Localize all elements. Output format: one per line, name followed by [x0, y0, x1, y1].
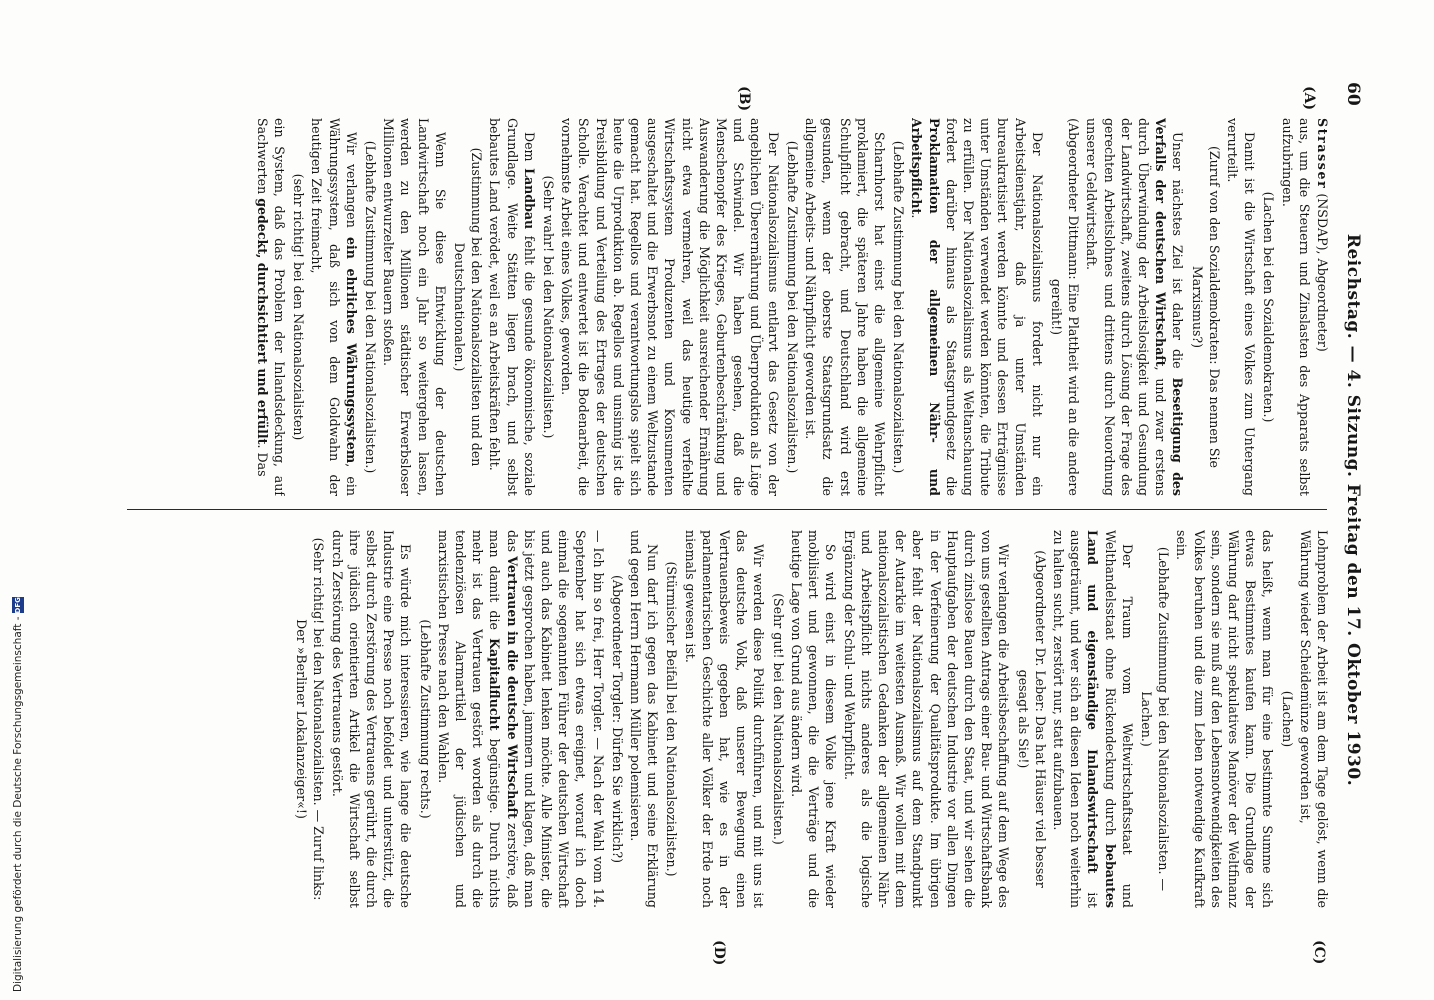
- text-run: — Ich bin so frei, Herr Torgler. — Nach der Wahl vom 14. September hat sich etwas ereignet, worauf ich doch einmal die sogenannten Führer der deutschen Wirtschaft und auch das Kabinett lenken möchte. Alle Minister, die bis jetzt gesprochen haben, jammern und klagen, daß man das: [504, 530, 606, 908]
- text-run: Dem: [521, 132, 537, 169]
- interjection: (Lebhafte Zustimmung rechts.): [417, 619, 433, 819]
- emphasis: Proklamation der allgemeinen Nähr- und Arbeitspflicht: [909, 118, 942, 496]
- paragraph: [486, 118, 538, 496]
- paragraph: Wir werden diese Politik durchführen, und mit uns ist das deutsche Volk, daß unserer Bewegung einen Vertrauensbeweis gegeben hat, wie es in der parlamentarischen Geschichte aller Völker der Erde noch niemals gewesen ist.: [682, 530, 767, 908]
- paragraph: aus, um die Steuern und Zinslasten des Apparats selbst aufzubringen.: [1279, 118, 1312, 496]
- digitization-credit: [10, 92, 26, 992]
- page-header: [1337, 60, 1367, 960]
- paragraph: [1083, 118, 1186, 496]
- paragraph: [254, 118, 288, 496]
- text-run: zerstöre, daß man damit die: [487, 530, 520, 908]
- text-run: Wir verlangen: [343, 132, 359, 237]
- interjection: (Abgeordneter Dr. Leber: Das hat Häuser viel besser gesagt als Sie!): [1015, 550, 1048, 888]
- speaker-party: (NSDAP), Abgeordneter): [1315, 189, 1330, 352]
- interjection: (Abgeordneter Torgler: Dürfen Sie wirklich?): [609, 574, 625, 864]
- paragraph: das heißt, wenn man für eine bestimmte Summe sich etwas Bestimmtes kaufen kann. Die Grundlage der Währung darf nicht spekulatives Manöver der Weltfinanz sein, sondern sie muß auf den Lebensnotwendigkeiten des Volkes beruhen und die zum Leben notwendige Kaufkraft sein.: [1174, 530, 1276, 908]
- dfg-logo-icon: DFG: [14, 597, 22, 614]
- interjection: (Lebhafte Zustimmung bei den Nationalsozialisten.): [784, 140, 800, 474]
- emphasis: gedeckt, durchsichtiert und erfüllt: [254, 198, 270, 445]
- interjection: (Lachen): [1279, 690, 1295, 748]
- paragraph: [1314, 118, 1331, 496]
- interjection: (Lachen bei den Sozialdemokraten.): [1261, 191, 1277, 423]
- paragraph: [308, 118, 360, 496]
- text-run: , und zwar erstens durch Überwindung der Arbeitslosigkeit und Gesundung der Landwirtschaft, zweitens durch Lösung der Frage des gerechten Arbeitslohnes und drittens durch Neuordnung unserer Geldwirtschaft.: [1084, 118, 1169, 496]
- text-run: fehlt die gesunde ökonomische, soziale Grundlage. Weite Stätten liegen brach, und selbst bebautes Land verödet, weil es an Arbeitskräften fehlt.: [487, 118, 537, 496]
- emphasis: Vertrauen in die deutsche Wirtschaft: [504, 556, 520, 819]
- interjection: (Stürmischer Beifall bei den Nationalsozialisten.): [664, 561, 680, 877]
- paragraph: [908, 118, 1046, 496]
- margin-mark-b: (B): [736, 86, 752, 112]
- text-run: , ein Währungssystem, daß sich von dem Goldwahn der heutigen Zeit freimacht,: [309, 118, 359, 496]
- emphasis: Kapitalflucht: [487, 638, 503, 731]
- emphasis: ein ehrliches Währungssystem: [343, 236, 359, 464]
- paragraph: Scharnhorst hat einst die allgemeine Wehrpflicht proklamiert, die späteren Jahre haben die allgemeine Schulpflicht gebracht, und Deutschland wird erst gesunden, wenn der oberste Staatsgrundsatz die allgemeine Arbeits- und Nährpflicht geworden ist.: [803, 118, 887, 496]
- paragraph: Wenn Sie diese Entwicklung der deutschen Landwirtschaft noch ein Jahr so weitergehen lassen, werden zu den Millionen städtischer Erwerbsloser Millionen entwurzelter Bauern stoßen.: [381, 118, 448, 496]
- speaker-name: Strasser: [1315, 118, 1330, 190]
- paragraph: Es würde mich interessieren, wie lange die deutsche Industrie eine Presse noch befoldet und unterstützt, die selbst durch Zerstörung des Vertrauens gerührt, die durch ihre jüdisch orientierten Artikel die Wirtschaft selbst durch Zerstörung des Vertrauens gestört.: [329, 530, 414, 908]
- paragraph: Lohnproblem der Arbeit ist am dem Tage gelöst, wenn die Währung wieder Scheidemünze geworden ist,: [1297, 530, 1330, 908]
- credit-text: Digitalisierung gefördert durch die Deutsche Forschungsgemeinschaft -: [12, 616, 24, 992]
- interjection: (Lebhafte Zustimmung bei den Nationalsozialisten. — Lachen.): [1138, 546, 1172, 892]
- interjection: (sehr richtig! bei den Nationalsozialisten): [291, 173, 307, 441]
- running-head: Reichstag. — 4. Sitzung. Freitag den 17. Oktober 1930.: [1343, 233, 1363, 787]
- text-run: . Das: [254, 444, 270, 477]
- interjection: (Abgeordneter Dittmann: Eine Plattheit wird an die andere gereiht!): [1048, 118, 1082, 496]
- paragraph: Damit ist die Wirtschaft eines Volkes zum Untergang verurteilt.: [1224, 118, 1258, 496]
- text-run: Der Nationalsozialismus fordert nicht nur ein Arbeitsdienstjahr, daß ja unter Umständen bureaukratisiert werden könnte und dessen Erträgnisse unter Umständen verwendet werden könnten, die Tribute zu erfüllen. Der Nationalsozialismus als Weltanschauung fordert darüber hinaus als Staatsgrundgesetz die: [943, 118, 1045, 496]
- page-number: 60: [1343, 82, 1363, 106]
- text-run: .: [909, 214, 925, 219]
- right-column: [121, 530, 1331, 908]
- printed-sheet: [107, 60, 1367, 966]
- paragraph: [435, 530, 607, 908]
- emphasis: bebautes Land und eigenständige Inlandswirtschaft: [1085, 530, 1118, 908]
- column-divider: [127, 509, 1327, 510]
- interjection: (Zuruf von den Sozialdemokraten: Das nennen Sie Marxismus?): [1189, 145, 1222, 469]
- interjection: (Lebhafte Zustimmung bei den Nationalsozialisten.): [891, 140, 907, 474]
- emphasis: Beseitigung des Verfalls der deutschen Wirtschaft: [1153, 118, 1186, 496]
- text-run: ein System, daß das Problem der Inlandsdeckung, auf Sachwerten: [254, 118, 288, 496]
- paragraph: Wir verlangen die Arbeitsbeschaffung auf dem Wege des von uns gestellten Antrags einer Bau- und Wirtschaftsbank durch zinslose Bauen durch den Staat, und wir sehen die Hauptaufgaben der deutschen Industrie vor allen Dingen in der Verfeinerung der Qualitätsprodukte. Im übrigen aber fehlt der Nationalsozialismus auf dem Standpunkt der Autarkie im weitesten Ausmaß. Wir wollen mit dem nationalsozialistischen Gedanken der allgemeinen Nähr- und Arbeitspflicht nichts anderes als die logische Ergänzung der Schul- und Wehrpflicht.: [841, 530, 1012, 908]
- interjection: (Sehr richtig! bei den Nationalsozialisten. — Zuruf links: Der »Berliner Lokalanzeiger«!): [294, 537, 327, 901]
- text-run: Der Traum vom Weltwirtschaftsstaat und Welthandelsstaat ohne Rückendeckung durch: [1102, 530, 1135, 908]
- interjection: (Sehr gut! bei den Nationalsozialisten.): [770, 593, 786, 845]
- paragraph: Nun darf ich gegen das Kabinett und seine Erklärung und gegen Herrn Hermann Müller polemisieren.: [628, 530, 661, 908]
- paragraph: [1050, 530, 1136, 908]
- margin-mark-a: (A): [1301, 86, 1317, 111]
- left-column: [121, 118, 1331, 496]
- interjection: (Zustimmung bei den Nationalsozialisten und den Deutschnationalen.): [452, 147, 485, 467]
- margin-mark-c: (C): [1311, 940, 1327, 965]
- interjection: (Lebhafte Zustimmung bei den Nationalsozialisten.): [363, 140, 379, 474]
- paragraph: Der Nationalsozialismus entlarvt das Gesetz von der angeblichen Überernährung und Überproduktion als Lüge und Schwindel. Wir haben gesehen, daß die Menschenopfer des Krieges, Geburtenbeschränkung und Auswanderung die Möglichkeit ausreichender Ernährung nicht etwa vermehren, weil das heutige verfehlte Wirtschaftssystem Produzenten und Konsumenten ausgeschaltet und die Erwerbsnot zu einem Weltzustande gemacht hat. Regellos und verantwortungslos spielt sich heute die Urproduktion ab. Regellos und unsinnig ist die Preisbildung und Verteilung des Ertrages der deutschen Scholle. Verachtet und entwertet ist die Bodenarbeit, die vornehmste Arbeit eines Volkes, geworden.: [559, 118, 781, 496]
- paragraph: So wird einst in diesem Volke jene Kraft wieder mobilisiert und gewonnen, die die Verträge und die heutige Lage von Grund aus ändern wird.: [788, 530, 839, 908]
- text-run: begünstige. Durch nichts mehr ist das Vertrauen gestört worden als durch die tendenziösen Alarmartikel der jüdischen und marxistischen Presse nach den Wahlen.: [435, 530, 503, 908]
- margin-mark-d: (D): [711, 940, 727, 966]
- interjection: (Sehr wahr! bei den Nationalsozialisten.): [541, 175, 557, 439]
- text-run: ist ausgeträumt, und wer sich an diesen Ideen noch weiterhin zu halten sucht, zerstört nur, statt aufzubauen.: [1050, 530, 1101, 908]
- emphasis: Landbau: [521, 168, 537, 230]
- text-run: Unser nächstes Ziel ist daher die: [1170, 132, 1186, 378]
